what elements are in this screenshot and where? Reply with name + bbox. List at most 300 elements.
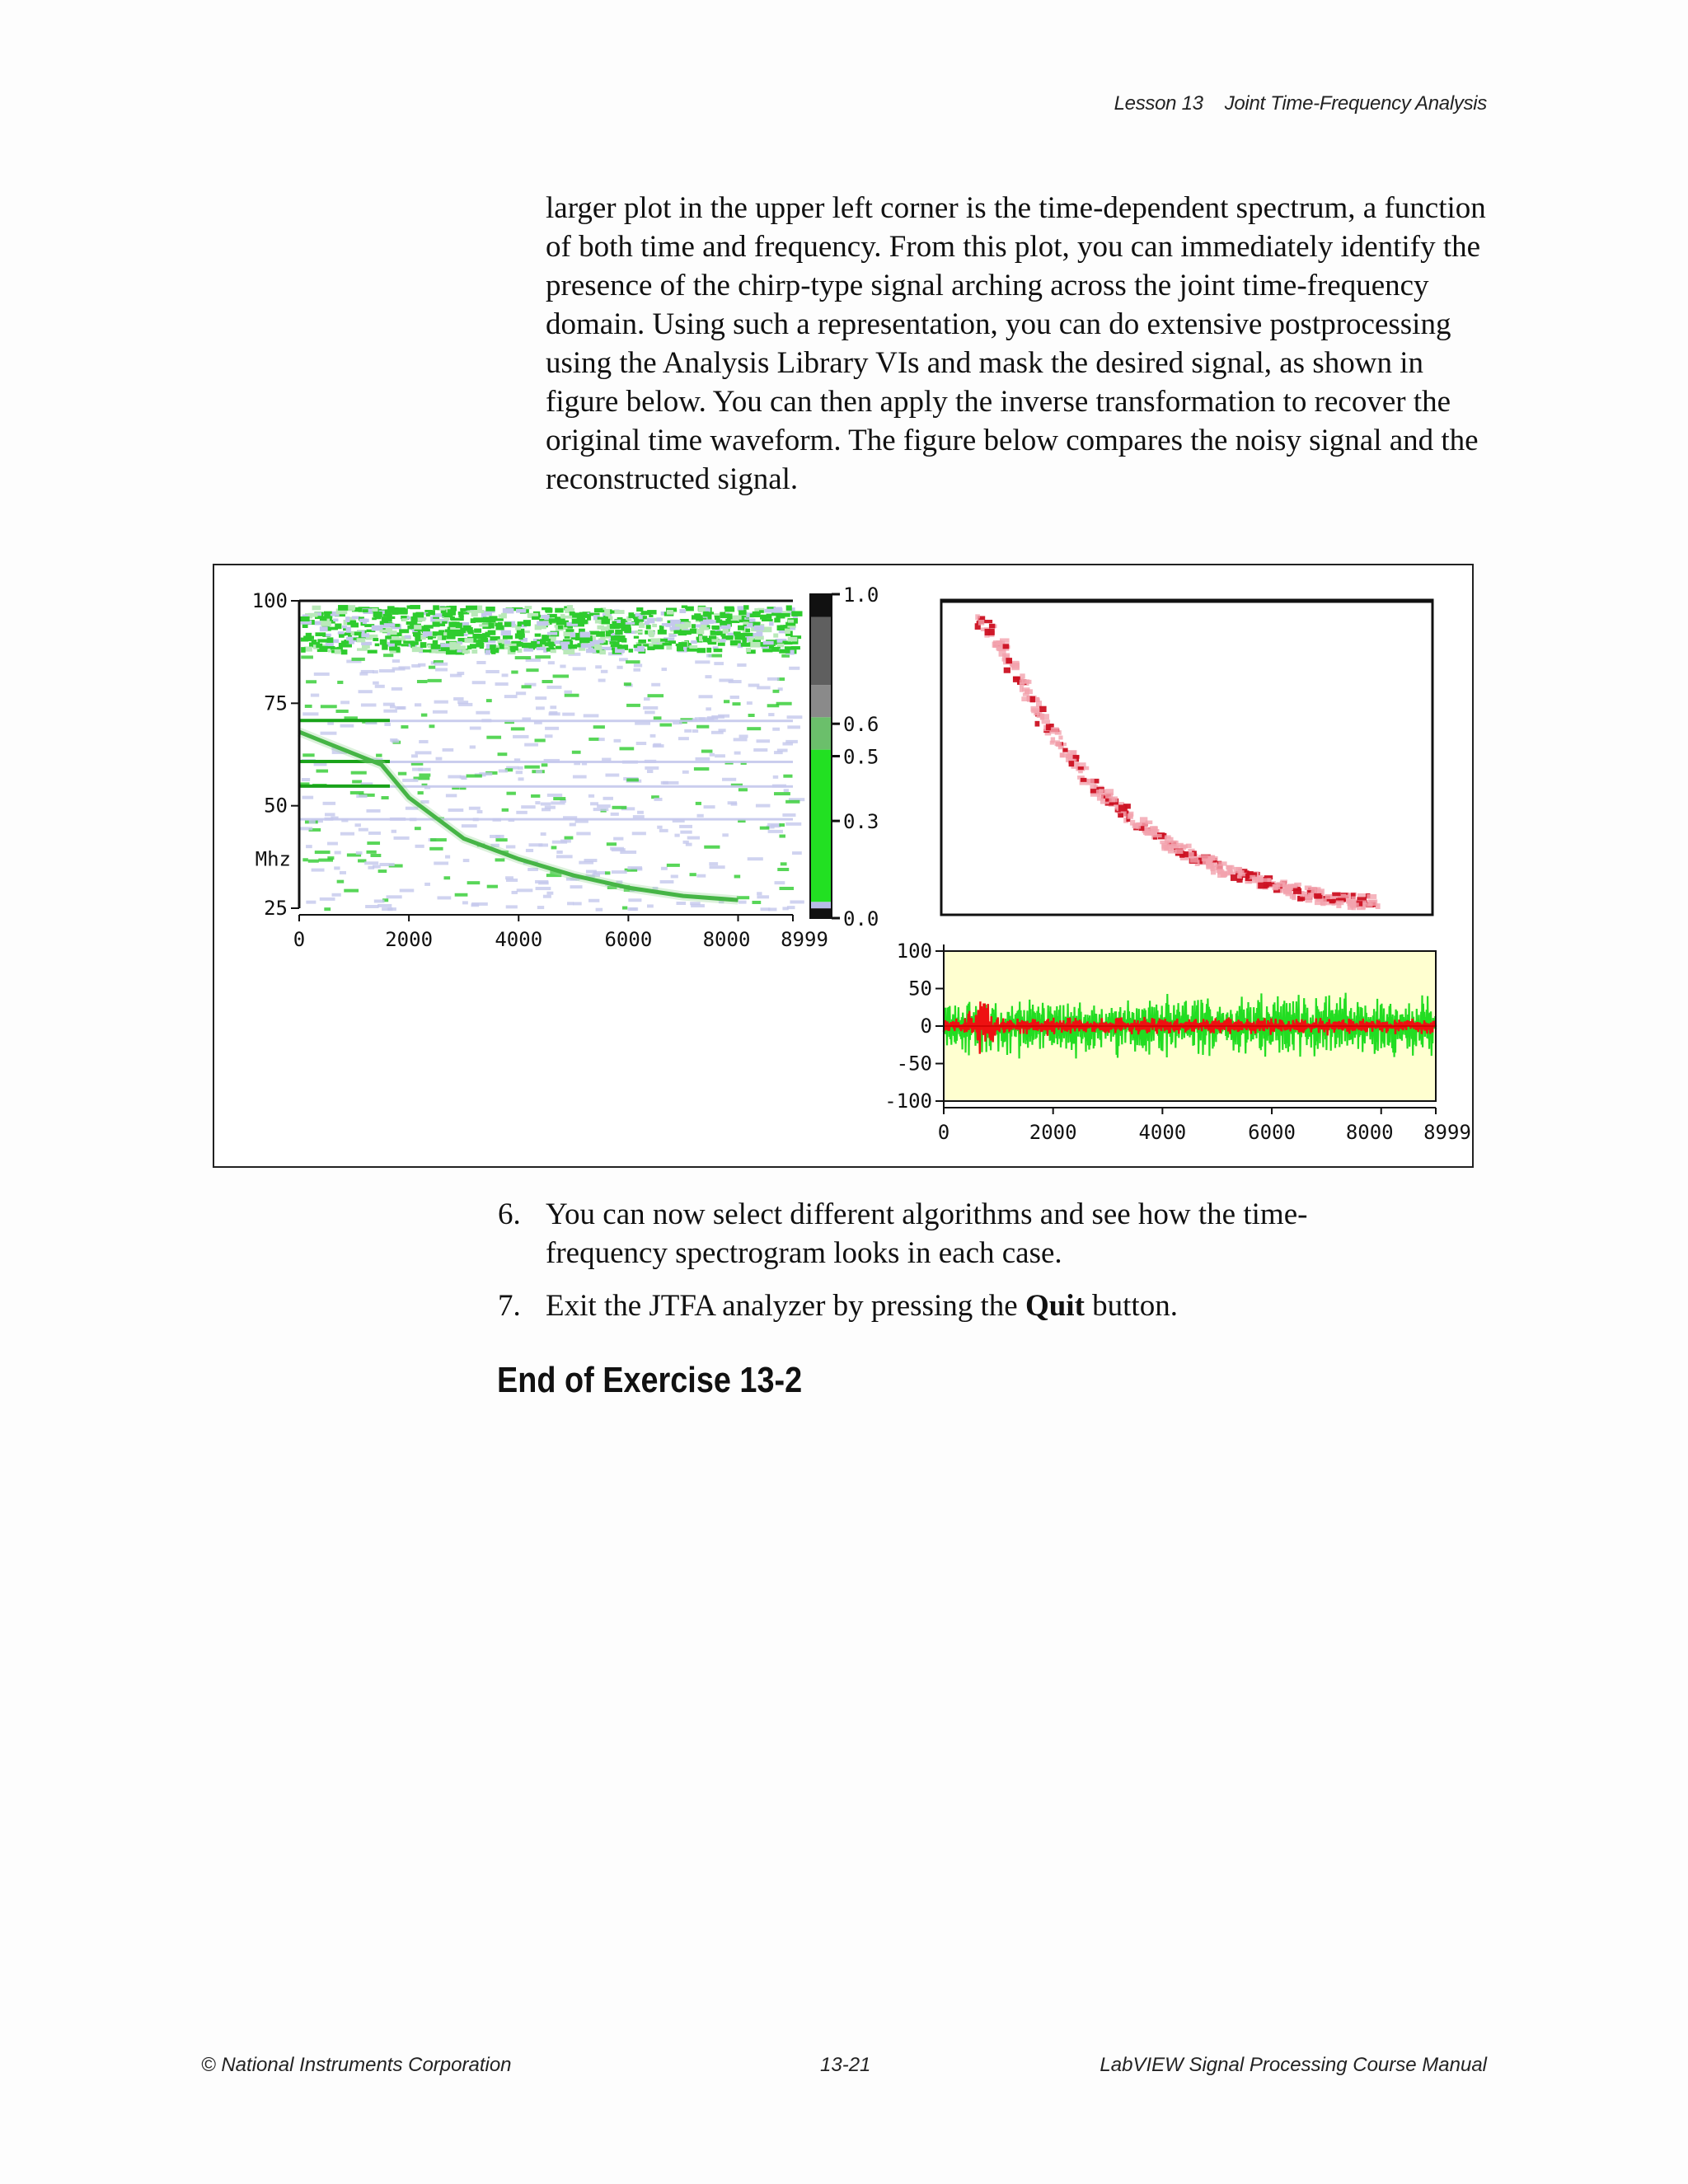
- spectrogram-noise-cell: [747, 701, 753, 705]
- spectrogram-noise-cell: [485, 670, 499, 673]
- spectrogram-noise-cell: [556, 851, 562, 854]
- spectrogram-noise-band-cell: [763, 641, 774, 644]
- spectrogram-noise-cell: [364, 861, 378, 865]
- spectrogram-noise-band-cell: [373, 638, 378, 641]
- spectrogram-noise-cell: [486, 736, 501, 739]
- masked-signal-point: [999, 650, 1006, 657]
- running-header: [1114, 92, 1487, 115]
- waveform-x-tick-label: 4000: [1138, 1121, 1187, 1144]
- spectrogram-noise-cell: [424, 883, 430, 886]
- spectrogram-noise-cell: [400, 888, 415, 892]
- masked-signal-point: [1238, 870, 1243, 875]
- spectrogram-noise-cell: [584, 714, 599, 717]
- spectrogram-noise-cell: [705, 675, 711, 678]
- spectrogram-noise-band-cell: [442, 612, 446, 616]
- spectrogram-noise-band-cell: [583, 612, 588, 616]
- spectrogram-noise-cell: [560, 665, 565, 668]
- footer-page-number: 13-21: [820, 2054, 871, 2076]
- spectrogram-noise-band-cell: [652, 624, 657, 627]
- spectrogram-noise-cell: [710, 753, 715, 757]
- spectrogram-noise-cell: [663, 781, 678, 785]
- spectrogram-noise-cell: [541, 803, 551, 806]
- spectrogram-noise-cell: [504, 695, 518, 698]
- spectrogram-noise-cell: [647, 770, 653, 773]
- spectrogram-noise-cell: [321, 732, 337, 735]
- spectrogram-noise-band-cell: [405, 635, 410, 639]
- spectrogram-noise-band-cell: [706, 607, 710, 612]
- spectrogram-noise-cell: [477, 810, 483, 813]
- spectrogram-noise-band-cell: [389, 647, 400, 651]
- spectrogram-noise-cell: [498, 752, 508, 756]
- spectrogram-noise-band-cell: [464, 638, 473, 643]
- spectrogram-noise-cell: [570, 885, 583, 888]
- colorbar-segment: [810, 750, 832, 902]
- spectrogram-noise-cell: [419, 740, 428, 743]
- spectrogram-noise-cell: [320, 898, 335, 901]
- spectrogram-noise-cell: [467, 775, 482, 778]
- spectrogram-noise-band-cell: [580, 632, 591, 638]
- spectrogram-noise-cell: [334, 866, 340, 869]
- masked-signal-point: [1004, 668, 1010, 673]
- spectrogram-noise-cell: [359, 828, 368, 832]
- masked-signal-point: [1357, 897, 1367, 901]
- spectrogram-noise-band-cell: [481, 638, 488, 642]
- spectrogram-noise-band-cell: [727, 613, 733, 619]
- spectrogram-noise-cell: [521, 805, 535, 808]
- spectrogram-noise-cell: [761, 907, 771, 911]
- spectrogram-noise-band-cell: [614, 610, 624, 614]
- masked-signal-point: [1097, 795, 1104, 800]
- spectrogram-noise-band-cell: [754, 626, 764, 630]
- spectrogram-noise-band-cell: [679, 609, 686, 613]
- spectrogram-noise-cell: [739, 734, 748, 738]
- spectrogram-noise-band-cell: [523, 648, 533, 652]
- spectrogram-noise-band-cell: [414, 625, 421, 630]
- spectrogram-noise-band-cell: [647, 610, 656, 614]
- spectrogram-x-tick-label: 6000: [604, 928, 653, 951]
- spectrogram-noise-band-cell: [567, 605, 573, 610]
- masked-signal-point: [1325, 894, 1333, 899]
- masked-signal-point: [1161, 843, 1168, 849]
- footer-left: © National Instruments Corporation: [201, 2054, 512, 2076]
- spectrogram-noise-cell: [457, 672, 465, 675]
- spectrogram-noise-band-cell: [373, 612, 382, 617]
- masked-signal-point: [1128, 813, 1132, 818]
- step-7-text: [546, 1286, 1403, 1325]
- spectrogram-noise-band-cell: [689, 645, 697, 649]
- spectrogram-noise-cell: [412, 768, 423, 771]
- spectrogram-noise-cell: [550, 705, 556, 709]
- spectrogram-noise-band-cell: [635, 630, 642, 634]
- spectrogram-noise-cell: [695, 660, 710, 663]
- spectrogram-noise-band-cell: [380, 630, 391, 633]
- masked-signal-point: [1145, 831, 1155, 836]
- spectrogram-noise-cell: [627, 907, 638, 911]
- spectrogram-noise-band-cell: [565, 629, 574, 632]
- spectrogram-noise-cell: [462, 901, 468, 904]
- spectrogram-noise-cell: [351, 771, 367, 775]
- spectrogram-noise-band-cell: [753, 612, 761, 614]
- spectrogram-noise-band-cell: [785, 629, 790, 634]
- colorbar-segment: [810, 908, 832, 918]
- spectrogram-noise-band-cell: [499, 644, 504, 649]
- spectrogram-noise-cell: [768, 713, 774, 716]
- spectrogram-noise-band-cell: [312, 606, 321, 611]
- spectrogram-noise-band-cell: [488, 623, 494, 629]
- spectrogram-noise-cell: [312, 869, 325, 872]
- colorbar-tick-label: 0.3: [843, 810, 879, 834]
- spectrogram-noise-band-cell: [610, 624, 620, 629]
- masked-signal-point: [1030, 696, 1035, 703]
- spectrogram-noise-cell: [352, 780, 362, 783]
- spectrogram-noise-cell: [463, 859, 470, 862]
- spectrogram-noise-cell: [551, 801, 565, 804]
- spectrogram-noise-cell: [470, 727, 481, 730]
- spectrogram-noise-cell: [436, 757, 443, 761]
- spectrogram-noise-cell: [542, 763, 548, 766]
- spectrogram-y-axis-label: Mhz: [255, 847, 291, 871]
- spectrogram-noise-cell: [390, 705, 396, 708]
- spectrogram-noise-cell: [327, 722, 334, 725]
- spectrogram-noise-cell: [448, 775, 461, 778]
- spectrogram-noise-band-cell: [738, 626, 744, 630]
- spectrogram-noise-band-cell: [701, 621, 709, 625]
- spectrogram-noise-band-cell: [788, 620, 794, 623]
- spectrogram-noise-cell: [787, 906, 795, 909]
- spectrogram-noise-cell: [518, 766, 523, 770]
- spectrogram-noise-band-cell: [764, 609, 775, 613]
- spectrogram-noise-band-cell: [588, 647, 593, 650]
- spectrogram-noise-band-cell: [462, 630, 466, 633]
- spectrogram-noise-band-cell: [410, 641, 418, 645]
- spectrogram-noise-cell: [777, 748, 788, 752]
- spectrogram-noise-cell: [506, 845, 516, 848]
- spectrogram-noise-cell: [374, 899, 385, 902]
- spectrogram-noise-band-cell: [646, 625, 651, 629]
- spectrogram-noise-cell: [785, 800, 799, 804]
- spectrogram-noise-cell: [662, 668, 667, 671]
- spectrogram-noise-cell: [434, 861, 448, 865]
- spectrogram-noise-band-cell: [451, 618, 462, 621]
- header-lesson: Lesson 13: [1114, 92, 1203, 115]
- spectrogram-noise-cell: [596, 908, 603, 912]
- spectrogram-noise-band-cell: [649, 615, 653, 617]
- spectrogram-noise-band-cell: [743, 621, 748, 624]
- spectrogram-noise-cell: [402, 779, 418, 782]
- spectrogram-noise-band-cell: [547, 642, 554, 644]
- spectrogram-noise-cell: [359, 690, 373, 693]
- spectrogram-noise-band-cell: [656, 617, 661, 621]
- spectrogram-noise-band-cell: [308, 613, 318, 617]
- spectrogram-noise-cell: [546, 686, 561, 689]
- spectrogram-noise-band-cell: [773, 633, 778, 637]
- spectrogram-noise-band-cell: [696, 648, 706, 653]
- spectrogram-noise-cell: [697, 814, 704, 818]
- spectrogram-noise-band-cell: [485, 632, 490, 638]
- spectrogram-noise-band-cell: [456, 623, 462, 628]
- spectrogram-noise-band-cell: [535, 634, 542, 637]
- spectrogram-noise-band-cell: [703, 612, 709, 617]
- spectrogram-noise-band-cell: [523, 621, 530, 626]
- masked-signal-point: [1280, 888, 1286, 893]
- spectrogram-noise-band-cell: [596, 631, 605, 637]
- spectrogram-noise-band-cell: [594, 608, 603, 612]
- spectrogram-noise-cell: [335, 710, 348, 713]
- spectrogram-noise-band-cell: [321, 621, 331, 626]
- spectrogram-noise-band-cell: [658, 630, 667, 635]
- spectrogram-noise-cell: [612, 848, 626, 851]
- spectrogram-noise-band-cell: [743, 605, 749, 609]
- masked-signal-point: [985, 629, 990, 635]
- spectrogram-noise-cell: [783, 775, 792, 778]
- masked-signal-point: [1245, 874, 1250, 879]
- masked-signal-point: [1276, 882, 1284, 887]
- masked-signal-point: [1305, 885, 1312, 890]
- header-title: Joint Time-Frequency Analysis: [1224, 92, 1487, 115]
- spectrogram-noise-band-cell: [443, 617, 449, 621]
- spectrogram-noise-cell: [698, 695, 712, 698]
- waveform-y-tick-label: 50: [908, 977, 932, 1001]
- spectrogram-noise-cell: [368, 866, 374, 869]
- spectrogram-noise-cell: [367, 841, 380, 845]
- spectrogram-noise-cell: [487, 885, 498, 888]
- spectrogram-noise-band-cell: [342, 626, 347, 629]
- end-of-exercise-heading: End of Exercise 13-2: [497, 1360, 803, 1400]
- spectrogram-noise-band-cell: [372, 608, 377, 612]
- spectrogram-noise-band-cell: [467, 611, 474, 613]
- spectrogram-noise-cell: [612, 870, 627, 874]
- spectrogram-noise-band-cell: [490, 644, 496, 650]
- masked-signal-point: [1346, 900, 1351, 903]
- spectrogram-noise-cell: [502, 808, 509, 812]
- spectrogram-noise-cell: [401, 725, 408, 729]
- spectrogram-noise-cell: [647, 904, 654, 907]
- spectrogram-noise-cell: [506, 905, 518, 908]
- spectrogram-noise-band-cell: [384, 623, 396, 626]
- masked-signal-point: [1226, 865, 1234, 869]
- spectrogram-noise-cell: [777, 868, 789, 871]
- spectrogram-noise-band-cell: [750, 642, 760, 648]
- spectrogram-noise-band-cell: [708, 642, 717, 644]
- spectrogram-noise-cell: [524, 743, 538, 747]
- spectrogram-noise-cell: [679, 825, 692, 828]
- spectrogram-noise-cell: [302, 753, 314, 757]
- spectrogram-noise-band-cell: [401, 618, 407, 621]
- spectrogram-noise-band-cell: [433, 621, 440, 626]
- spectrogram-noise-band-cell: [546, 609, 552, 612]
- spectrogram-noise-band-cell: [568, 644, 577, 649]
- spectrogram-noise-cell: [635, 722, 650, 725]
- spectrogram-noise-band-cell: [354, 632, 362, 636]
- spectrogram-noise-cell: [586, 870, 597, 874]
- spectrogram-noise-cell: [392, 830, 396, 833]
- masked-signal-point: [1218, 861, 1226, 865]
- spectrogram-noise-cell: [531, 794, 540, 798]
- spectrogram-noise-cell: [340, 701, 349, 704]
- spectrogram-noise-band-cell: [428, 636, 433, 640]
- spectrogram-noise-cell: [632, 832, 646, 835]
- masked-signal-point: [983, 620, 992, 623]
- spectrogram-noise-band-cell: [420, 642, 427, 648]
- spectrogram-noise-cell: [556, 855, 573, 858]
- spectrogram-noise-cell: [323, 802, 336, 805]
- spectrogram-tone-segment: [299, 785, 390, 788]
- spectrogram-noise-cell: [429, 724, 434, 728]
- spectrogram-noise-cell: [434, 663, 448, 666]
- spectrogram-noise-cell: [636, 742, 646, 745]
- spectrogram-noise-cell: [547, 794, 562, 797]
- spectrogram-noise-band-cell: [651, 639, 660, 643]
- spectrogram-noise-cell: [696, 725, 709, 729]
- spectrogram-noise-cell: [350, 791, 364, 794]
- spectrogram-noise-cell: [757, 895, 769, 898]
- spectrogram-noise-band-cell: [684, 622, 691, 628]
- spectrogram-y-tick-label: 100: [251, 589, 288, 612]
- spectrogram-noise-band-cell: [715, 616, 720, 620]
- spectrogram-noise-band-cell: [659, 626, 664, 630]
- masked-signal-point: [1190, 857, 1198, 863]
- spectrogram-noise-band-cell: [498, 622, 503, 627]
- spectrogram-noise-cell: [785, 823, 801, 826]
- spectrogram-noise-cell: [684, 729, 692, 733]
- spectrogram-noise-band-cell: [470, 644, 476, 649]
- spectrogram-noise-cell: [734, 752, 741, 755]
- spectrogram-noise-cell: [661, 867, 668, 870]
- spectrogram-noise-cell: [486, 699, 492, 702]
- spectrogram-noise-cell: [572, 751, 581, 754]
- spectrogram-noise-band-cell: [375, 644, 380, 647]
- spectrogram-noise-cell: [535, 880, 548, 883]
- spectrogram-noise-band-cell: [326, 646, 335, 649]
- spectrogram-noise-cell: [730, 696, 739, 699]
- masked-signal-point: [1346, 895, 1351, 901]
- spectrogram-noise-band-cell: [551, 649, 556, 653]
- spectrogram-noise-band-cell: [774, 607, 782, 610]
- spectrogram-x-tick-label: 4000: [495, 928, 543, 951]
- spectrogram-noise-cell: [687, 837, 700, 840]
- spectrogram-noise-cell: [611, 813, 619, 816]
- spectrogram-noise-cell: [499, 769, 508, 772]
- spectrogram-noise-cell: [327, 842, 338, 846]
- spectrogram-noise-band-cell: [637, 646, 645, 652]
- spectrogram-noise-cell: [545, 806, 556, 809]
- spectrogram-noise-cell: [737, 663, 746, 667]
- spectrogram-noise-cell: [392, 739, 399, 743]
- spectrogram-noise-band-cell: [547, 632, 557, 635]
- spectrogram-noise-cell: [633, 668, 640, 672]
- spectrogram-noise-cell: [387, 895, 402, 898]
- spectrogram-noise-cell: [428, 679, 442, 682]
- masked-signal-point: [1118, 804, 1128, 811]
- spectrogram-noise-band-cell: [681, 630, 692, 635]
- spectrogram-noise-cell: [601, 670, 607, 673]
- spectrogram-noise-cell: [512, 891, 518, 894]
- spectrogram-noise-cell: [502, 673, 509, 677]
- masked-signal-point: [1042, 719, 1051, 724]
- spectrogram-noise-cell: [392, 687, 402, 691]
- spectrogram-noise-cell: [622, 907, 627, 910]
- spectrogram-noise-band-cell: [516, 609, 526, 613]
- spectrogram-noise-cell: [653, 744, 664, 748]
- spectrogram-noise-cell: [715, 754, 725, 757]
- spectrogram-noise-cell: [657, 826, 662, 829]
- spectrogram-noise-cell: [598, 738, 605, 741]
- spectrogram-noise-cell: [588, 794, 594, 798]
- spectrogram-noise-band-cell: [382, 644, 387, 649]
- spectrogram-noise-band-cell: [745, 629, 750, 632]
- masked-signal-point: [1290, 893, 1296, 899]
- spectrogram-noise-cell: [535, 738, 546, 742]
- spectrogram-noise-cell: [654, 716, 662, 719]
- spectrogram-noise-cell: [737, 896, 749, 899]
- spectrogram-x-tick-label: 8999: [781, 928, 828, 951]
- spectrogram-noise-band-cell: [399, 629, 409, 633]
- spectrogram-noise-cell: [748, 684, 760, 687]
- spectrogram-noise-cell: [597, 804, 611, 808]
- spectrogram-noise-band-cell: [341, 640, 346, 644]
- spectrogram-noise-band-cell: [368, 650, 377, 654]
- spectrogram-noise-band-cell: [486, 617, 496, 623]
- masked-signal-point: [1236, 879, 1242, 883]
- spectrogram-noise-cell: [321, 705, 337, 708]
- colorbar-segment: [810, 717, 832, 749]
- spectrogram-noise-cell: [490, 835, 504, 838]
- spectrogram-noise-cell: [613, 837, 623, 841]
- spectrogram-noise-cell: [731, 803, 738, 806]
- spectrogram-noise-band-cell: [617, 644, 627, 649]
- masked-signal-point: [1035, 721, 1040, 727]
- spectrogram-noise-cell: [528, 843, 542, 846]
- spectrogram-noise-band-cell: [346, 628, 350, 633]
- masked-signal-point: [1090, 784, 1096, 789]
- spectrogram-noise-cell: [546, 892, 553, 895]
- spectrogram-noise-cell: [435, 668, 448, 672]
- spectrogram-noise-band-cell: [386, 610, 393, 613]
- masked-signal-point: [1024, 680, 1031, 684]
- spectrogram-noise-cell: [752, 901, 761, 904]
- spectrogram-noise-cell: [654, 798, 662, 801]
- spectrogram-noise-cell: [470, 745, 476, 748]
- spectrogram-noise-cell: [453, 697, 463, 701]
- spectrogram-noise-band-cell: [458, 613, 463, 618]
- spectrogram-noise-cell: [476, 711, 490, 715]
- spectrogram-noise-cell: [553, 797, 565, 800]
- spectrogram-noise-band-cell: [503, 635, 513, 640]
- spectrogram-noise-cell: [460, 776, 466, 779]
- spectrogram-noise-band-cell: [518, 621, 522, 626]
- spectrogram-noise-cell: [738, 901, 747, 904]
- spectrogram-noise-band-cell: [503, 608, 514, 613]
- spectrogram-noise-cell: [756, 804, 771, 808]
- spectrogram-noise-cell: [674, 834, 679, 837]
- spectrogram-noise-cell: [545, 734, 553, 738]
- spectrogram-noise-band-cell: [636, 607, 643, 612]
- masked-signal-point: [1357, 893, 1366, 897]
- spectrogram-noise-cell: [643, 706, 658, 710]
- spectrogram-noise-cell: [782, 813, 795, 817]
- spectrogram-noise-cell: [570, 823, 576, 826]
- spectrogram-noise-cell: [411, 754, 418, 757]
- spectrogram-noise-cell: [691, 904, 705, 907]
- spectrogram-noise-cell: [773, 690, 780, 693]
- spectrogram-noise-cell: [306, 901, 316, 904]
- spectrogram-noise-cell: [535, 655, 551, 658]
- spectrogram-noise-band-cell: [388, 644, 395, 647]
- masked-signal-point: [1314, 893, 1321, 899]
- colorbar-segment: [810, 617, 832, 686]
- masked-signal-point: [1237, 874, 1242, 878]
- spectrogram-noise-cell: [553, 675, 570, 678]
